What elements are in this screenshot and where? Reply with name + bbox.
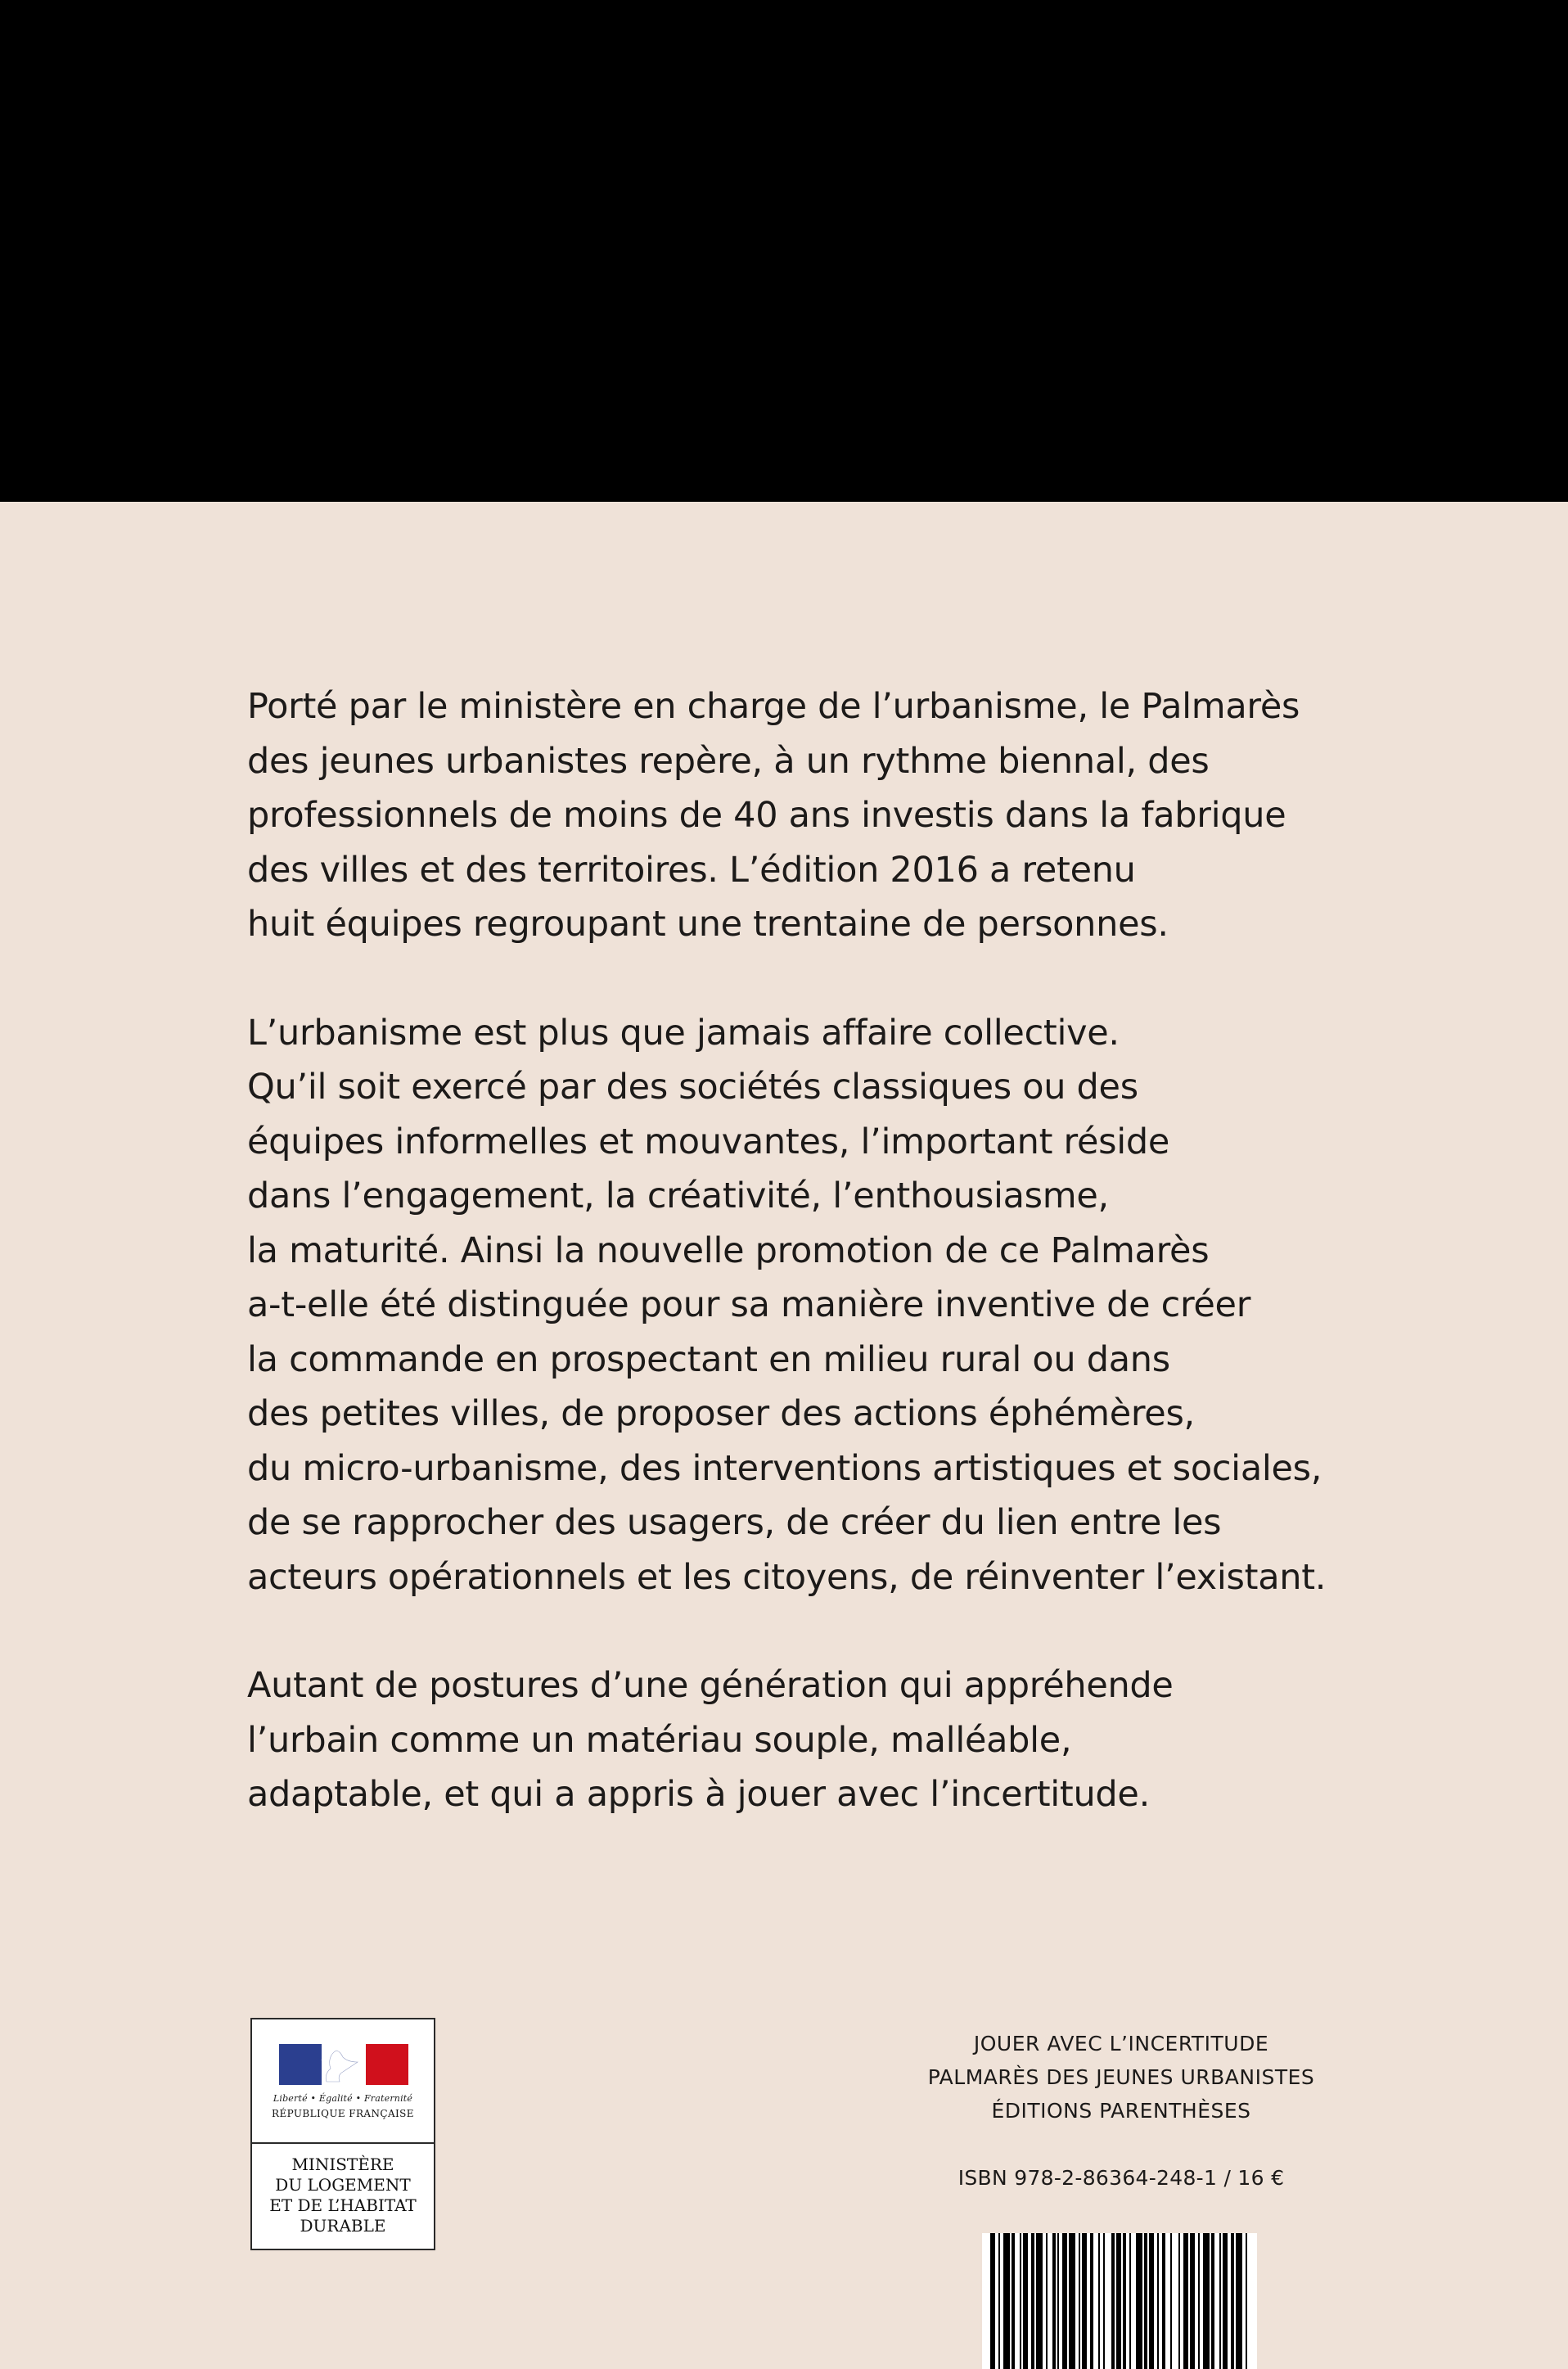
text-line: des jeunes urbanistes repère, à un rythme biennal, des <box>247 740 1210 782</box>
barcode-bar <box>1079 2233 1080 2369</box>
back-cover-text <box>247 679 1393 1876</box>
ministry-logo <box>250 2018 435 2250</box>
top-black-band <box>0 0 1568 502</box>
barcode-bar <box>1136 2233 1142 2369</box>
paragraph-2 <box>247 1006 1393 1605</box>
barcode-bar <box>1219 2233 1221 2369</box>
barcode-bar <box>1246 2233 1247 2369</box>
ministry-line: DU LOGEMENT <box>275 2175 411 2195</box>
barcode-bar <box>1111 2233 1115 2369</box>
barcode-bar <box>1144 2233 1147 2369</box>
barcode-bar <box>1162 2233 1165 2369</box>
barcode-bar <box>1211 2233 1214 2369</box>
barcode-bar <box>1203 2233 1210 2369</box>
barcode-bar <box>1052 2233 1056 2369</box>
text-line: adaptable, et qui a appris à jouer avec l’incertitude. <box>247 1774 1150 1815</box>
text-line: de se rapprocher des usagers, de créer du lien entre les <box>247 1502 1222 1543</box>
barcode-bar <box>1062 2233 1067 2369</box>
text-line: des villes et des territoires. L’édition 2016 a retenu <box>247 849 1136 891</box>
barcode-bar <box>1198 2233 1200 2369</box>
barcode-bar <box>1236 2233 1242 2369</box>
isbn-price: ISBN 978-2-86364-248-1 / 16 € <box>957 2166 1285 2190</box>
barcode-bar <box>1098 2233 1100 2369</box>
barcode-bar <box>1020 2233 1021 2369</box>
barcode-bar <box>1090 2233 1093 2369</box>
barcode-bar <box>1031 2233 1034 2369</box>
book-series: PALMARÈS DES JEUNES URBANISTES <box>927 2065 1315 2089</box>
barcode-bar <box>1223 2233 1228 2369</box>
text-line: Qu’il soit exercé par des sociétés classiques ou des <box>247 1067 1138 1108</box>
barcode-bar <box>1183 2233 1188 2369</box>
paragraph-1 <box>247 679 1393 952</box>
ministry-line: MINISTÈRE <box>291 2155 394 2174</box>
republique-francaise-text: RÉPUBLIQUE FRANÇAISE <box>272 2108 414 2119</box>
barcode-bar <box>990 2233 995 2369</box>
text-line: des petites villes, de proposer des actions éphémères, <box>247 1393 1195 1434</box>
barcode-bar <box>1057 2233 1059 2369</box>
barcode-bar <box>1190 2233 1195 2369</box>
marianne-block <box>252 2019 434 2144</box>
text-line: du micro-urbanisme, des interventions artistiques et sociales, <box>247 1447 1322 1489</box>
text-line: a-t-elle été distinguée pour sa manière inventive de créer <box>247 1284 1251 1325</box>
barcode-bar <box>998 2233 1000 2369</box>
text-line: l’urbain comme un matériau souple, malléable, <box>247 1719 1072 1761</box>
paragraph-3 <box>247 1658 1393 1822</box>
barcode-bar <box>1036 2233 1043 2369</box>
book-publisher: ÉDITIONS PARENTHÈSES <box>991 2099 1251 2123</box>
barcode-bar <box>1149 2233 1154 2369</box>
barcode-bar <box>1046 2233 1048 2369</box>
book-title: JOUER AVEC L’INCERTITUDE <box>973 2032 1269 2055</box>
ministry-line: ET DE L’HABITAT <box>269 2195 417 2215</box>
barcode-bar <box>1170 2233 1172 2369</box>
text-line: huit équipes regroupant une trentaine de personnes. <box>247 904 1169 945</box>
ministry-line: DURABLE <box>300 2216 386 2236</box>
text-line: professionnels de moins de 40 ans investis dans la fabrique <box>247 795 1286 836</box>
marianne-flag-icon <box>279 2044 408 2085</box>
barcode-bar <box>1023 2233 1028 2369</box>
barcode-bar <box>1069 2233 1075 2369</box>
barcode-bar <box>1103 2233 1105 2369</box>
text-line: équipes informelles et mouvantes, l’important réside <box>247 1121 1170 1162</box>
barcode-bar <box>1129 2233 1131 2369</box>
text-line: Porté par le ministère en charge de l’urbanisme, le Palmarès <box>247 686 1300 727</box>
text-line: Autant de postures d’une génération qui appréhende <box>247 1665 1174 1706</box>
barcode-bar <box>1178 2233 1180 2369</box>
barcode-bar <box>1082 2233 1087 2369</box>
barcode-bar <box>1231 2233 1234 2369</box>
text-line: dans l’engagement, la créativité, l’enthousiasme, <box>247 1175 1109 1216</box>
text-line: la commande en prospectant en milieu rural ou dans <box>247 1338 1170 1380</box>
text-line: acteurs opérationnels et les citoyens, de réinventer l’existant. <box>247 1556 1327 1598</box>
ministry-name <box>252 2155 434 2236</box>
barcode-bar <box>1003 2233 1010 2369</box>
barcode-icon <box>982 2233 1257 2369</box>
barcode-bar <box>1157 2233 1159 2369</box>
barcode-bar <box>1116 2233 1121 2369</box>
text-line: L’urbanisme est plus que jamais affaire collective. <box>247 1012 1120 1054</box>
barcode-bar <box>1123 2233 1126 2369</box>
book-info <box>884 2027 1358 2128</box>
text-line: la maturité. Ainsi la nouvelle promotion de ce Palmarès <box>247 1230 1210 1271</box>
barcode-bar <box>1012 2233 1015 2369</box>
motto-text: Liberté • Égalité • Fraternité <box>273 2093 413 2104</box>
